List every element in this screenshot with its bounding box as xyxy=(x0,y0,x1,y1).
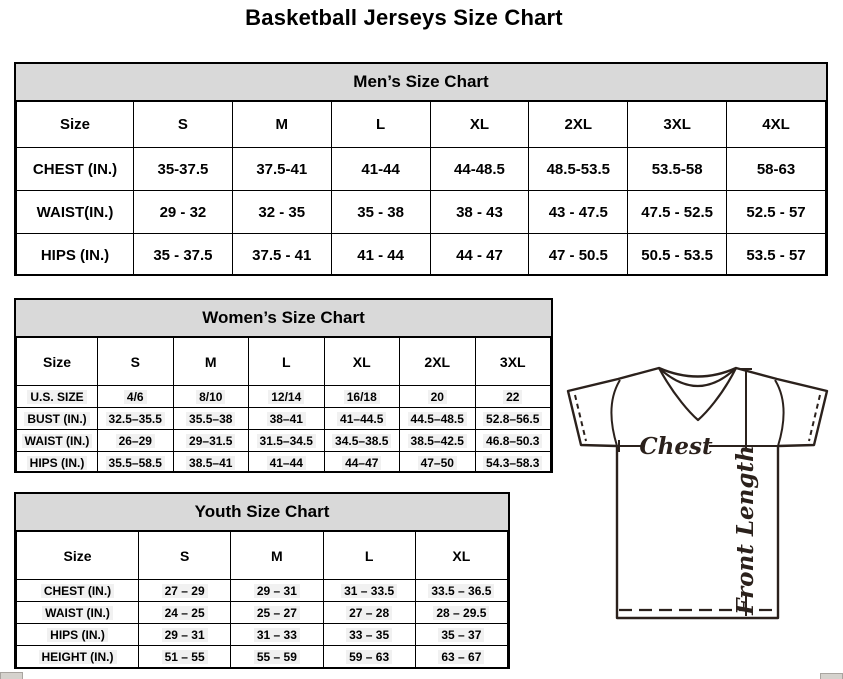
cell-text: WAIST (IN.) xyxy=(22,434,93,448)
cell-text: 35.5–38 xyxy=(186,412,235,426)
cell-text: Size xyxy=(59,116,90,133)
cell-text: 59 – 63 xyxy=(346,650,392,664)
cell-text: L xyxy=(376,116,386,133)
cell-text: 8/10 xyxy=(196,390,225,404)
womens-value-cell xyxy=(98,452,174,474)
cell-text: Size xyxy=(63,547,92,564)
cell-text: 35.5–58.5 xyxy=(106,456,165,470)
cell-text: 48.5-53.5 xyxy=(546,160,610,178)
cell-text: 32 - 35 xyxy=(258,203,306,221)
mens-data-row xyxy=(17,148,826,191)
womens-data-row xyxy=(17,386,551,408)
mens-value-cell xyxy=(529,191,628,234)
cell-text: M xyxy=(275,116,289,133)
womens-value-cell xyxy=(173,408,249,430)
cell-text: 37.5 - 41 xyxy=(252,246,312,264)
youth-row-label xyxy=(17,646,139,668)
cell-text: 41 - 44 xyxy=(357,246,404,264)
womens-column-header xyxy=(400,338,476,386)
youth-data-row xyxy=(17,624,508,646)
cell-text: L xyxy=(364,547,374,564)
mens-value-cell xyxy=(134,191,233,234)
womens-size-chart xyxy=(14,298,553,473)
womens-value-cell xyxy=(249,408,325,430)
cell-text: 51 – 55 xyxy=(162,650,208,664)
cell-text: 47.5 - 52.5 xyxy=(641,203,713,221)
womens-value-cell xyxy=(173,452,249,474)
cell-text: 20 xyxy=(428,390,447,404)
cell-text: 44-48.5 xyxy=(454,160,505,178)
youth-row-label xyxy=(17,580,139,602)
womens-size-row xyxy=(17,338,551,386)
womens-value-cell xyxy=(475,452,551,474)
cell-text: 38.5–42.5 xyxy=(408,434,467,448)
youth-column-header xyxy=(323,532,415,580)
cell-text: 38.5–41 xyxy=(186,456,235,470)
mens-value-cell xyxy=(430,234,529,277)
womens-data-row xyxy=(17,452,551,474)
mens-column-header xyxy=(529,102,628,148)
mens-value-cell xyxy=(232,234,331,277)
mens-value-cell xyxy=(529,234,628,277)
mens-data-row xyxy=(17,191,826,234)
cell-text: 26–29 xyxy=(116,434,155,448)
womens-value-cell xyxy=(324,408,400,430)
youth-column-header xyxy=(415,532,507,580)
youth-value-cell xyxy=(231,580,323,602)
womens-value-cell xyxy=(173,430,249,452)
womens-column-header xyxy=(249,338,325,386)
cell-text: S xyxy=(130,353,140,370)
cell-text: 34.5–38.5 xyxy=(332,434,391,448)
mens-value-cell xyxy=(628,148,727,191)
youth-data-row xyxy=(17,580,508,602)
womens-size-corner-label xyxy=(17,338,98,386)
cell-text: 53.5 - 57 xyxy=(746,246,806,264)
cell-text: WAIST (IN.) xyxy=(42,606,113,620)
cell-text: 47–50 xyxy=(418,456,457,470)
womens-value-cell xyxy=(98,430,174,452)
cell-text: 29 - 32 xyxy=(159,203,207,221)
mens-value-cell xyxy=(331,191,430,234)
youth-size-chart xyxy=(14,492,510,669)
cell-text: 29 – 31 xyxy=(254,584,300,598)
womens-size-table xyxy=(16,337,551,473)
mens-value-cell xyxy=(232,148,331,191)
youth-value-cell xyxy=(231,624,323,646)
womens-value-cell xyxy=(400,408,476,430)
jersey-diagram-svg xyxy=(556,358,840,624)
mens-value-cell xyxy=(430,191,529,234)
womens-value-cell xyxy=(475,430,551,452)
cell-text: 4/6 xyxy=(124,390,147,404)
youth-value-cell xyxy=(231,602,323,624)
cell-text: XL xyxy=(452,547,471,564)
womens-value-cell xyxy=(324,430,400,452)
cell-text: 46.8–50.3 xyxy=(483,434,542,448)
womens-row-label xyxy=(17,452,98,474)
youth-value-cell xyxy=(415,602,507,624)
cell-text: 12/14 xyxy=(268,390,304,404)
mens-value-cell xyxy=(727,234,826,277)
cell-text: 41–44 xyxy=(267,456,306,470)
womens-row-label xyxy=(17,408,98,430)
mens-size-table xyxy=(16,101,826,276)
youth-size-row xyxy=(17,532,508,580)
womens-column-header xyxy=(475,338,551,386)
cell-text: 37.5-41 xyxy=(256,160,308,178)
cell-text: HIPS (IN.) xyxy=(47,628,108,642)
womens-column-header xyxy=(98,338,174,386)
cell-text: XL xyxy=(352,353,371,370)
cell-text: 44–47 xyxy=(342,456,381,470)
youth-column-header xyxy=(231,532,323,580)
mens-value-cell xyxy=(331,234,430,277)
cell-text: 50.5 - 53.5 xyxy=(641,246,713,264)
cell-text: 35 – 37 xyxy=(438,628,484,642)
youth-chart-title: Youth Size Chart xyxy=(16,494,508,531)
cell-text: 43 - 47.5 xyxy=(548,203,608,221)
cell-text: CHEST (IN.) xyxy=(41,584,114,598)
mens-value-cell xyxy=(232,191,331,234)
mens-data-row xyxy=(17,234,826,277)
womens-chart-title: Women’s Size Chart xyxy=(16,300,551,337)
mens-value-cell xyxy=(430,148,529,191)
cell-text: 44.5–48.5 xyxy=(408,412,467,426)
womens-data-row xyxy=(17,408,551,430)
cell-text: 35 - 37.5 xyxy=(153,246,213,264)
youth-row-label xyxy=(17,602,139,624)
mens-value-cell xyxy=(134,234,233,277)
mens-value-cell xyxy=(134,148,233,191)
youth-value-cell xyxy=(323,624,415,646)
cell-text: 35-37.5 xyxy=(157,160,209,178)
cell-text: 27 – 29 xyxy=(162,584,208,598)
womens-value-cell xyxy=(249,452,325,474)
mens-row-label xyxy=(17,148,134,191)
cell-text: L xyxy=(281,353,291,370)
cell-text: 28 – 29.5 xyxy=(433,606,489,620)
womens-value-cell xyxy=(475,408,551,430)
youth-value-cell xyxy=(323,646,415,668)
womens-data-row xyxy=(17,430,551,452)
mens-value-cell xyxy=(727,191,826,234)
womens-column-header xyxy=(324,338,400,386)
cell-text: 54.3–58.3 xyxy=(483,456,542,470)
mens-size-corner-label xyxy=(17,102,134,148)
cell-text: 31 – 33 xyxy=(254,628,300,642)
mens-value-cell xyxy=(727,148,826,191)
youth-size-corner-label xyxy=(17,532,139,580)
mens-value-cell xyxy=(331,148,430,191)
mens-column-header xyxy=(232,102,331,148)
front-length-label: Front Length xyxy=(732,445,759,615)
cell-text: 38 - 43 xyxy=(456,203,503,221)
jersey-measurement-diagram xyxy=(556,358,840,624)
womens-column-header xyxy=(173,338,249,386)
cell-text: 22 xyxy=(503,390,522,404)
scrollbar-button-right-fragment[interactable] xyxy=(820,673,843,679)
mens-column-header xyxy=(331,102,430,148)
youth-value-cell xyxy=(415,580,507,602)
cell-text: 53.5-58 xyxy=(651,160,703,178)
womens-row-label xyxy=(17,430,98,452)
cell-text: 41-44 xyxy=(361,160,400,178)
youth-value-cell xyxy=(139,624,231,646)
cell-text: 38–41 xyxy=(267,412,306,426)
cell-text: 31.5–34.5 xyxy=(257,434,316,448)
mens-row-label xyxy=(17,191,134,234)
cell-text: 24 – 25 xyxy=(162,606,208,620)
mens-size-row xyxy=(17,102,826,148)
cell-text: M xyxy=(271,547,283,564)
womens-value-cell xyxy=(98,386,174,408)
womens-value-cell xyxy=(400,430,476,452)
cell-text: 29 – 31 xyxy=(162,628,208,642)
cell-text: 33.5 – 36.5 xyxy=(428,584,494,598)
cell-text: M xyxy=(204,353,217,370)
mens-size-chart xyxy=(14,62,828,276)
mens-row-label xyxy=(17,234,134,277)
scrollbar-button-left-fragment[interactable] xyxy=(0,672,23,679)
cell-text: S xyxy=(179,547,190,564)
cell-text: 58-63 xyxy=(756,160,796,178)
mens-column-header xyxy=(430,102,529,148)
cell-text: 47 - 50.5 xyxy=(548,246,608,264)
cell-text: CHEST (IN.) xyxy=(32,160,118,178)
cell-text: 32.5–35.5 xyxy=(106,412,165,426)
cell-text: 35 - 38 xyxy=(357,203,404,221)
womens-value-cell xyxy=(249,430,325,452)
cell-text: 33 – 35 xyxy=(346,628,392,642)
jersey-outline xyxy=(568,368,827,618)
womens-value-cell xyxy=(400,452,476,474)
cell-text: 63 – 67 xyxy=(438,650,484,664)
cell-text: HIPS (IN.) xyxy=(40,246,110,264)
cell-text: 3XL xyxy=(499,353,526,370)
cell-text: 52.8–56.5 xyxy=(483,412,542,426)
womens-value-cell xyxy=(249,386,325,408)
cell-text: 3XL xyxy=(663,116,691,133)
cell-text: 41–44.5 xyxy=(337,412,386,426)
youth-value-cell xyxy=(139,602,231,624)
cell-text: Size xyxy=(42,353,71,370)
cell-text: 2XL xyxy=(424,353,451,370)
cell-text: HEIGHT (IN.) xyxy=(39,650,117,664)
cell-text: 2XL xyxy=(564,116,593,133)
womens-value-cell xyxy=(98,408,174,430)
cell-text: 29–31.5 xyxy=(186,434,235,448)
youth-data-row xyxy=(17,646,508,668)
womens-value-cell xyxy=(400,386,476,408)
cell-text: S xyxy=(177,116,188,133)
cell-text: 27 – 28 xyxy=(346,606,392,620)
cell-text: 44 - 47 xyxy=(456,246,503,264)
mens-column-header xyxy=(628,102,727,148)
cell-text: WAIST(IN.) xyxy=(36,203,114,221)
cell-text: 16/18 xyxy=(344,390,380,404)
mens-value-cell xyxy=(529,148,628,191)
cell-text: 25 – 27 xyxy=(254,606,300,620)
womens-row-label xyxy=(17,386,98,408)
youth-data-row xyxy=(17,602,508,624)
cell-text: 55 – 59 xyxy=(254,650,300,664)
chest-label: Chest xyxy=(639,433,713,460)
mens-column-header xyxy=(727,102,826,148)
mens-chart-title: Men’s Size Chart xyxy=(16,64,826,101)
page-title: Basketball Jerseys Size Chart xyxy=(245,5,563,30)
mens-column-header xyxy=(134,102,233,148)
cell-text: XL xyxy=(469,116,490,133)
youth-size-table xyxy=(16,531,508,668)
womens-value-cell xyxy=(324,386,400,408)
cell-text: 4XL xyxy=(762,116,790,133)
youth-value-cell xyxy=(231,646,323,668)
youth-value-cell xyxy=(323,580,415,602)
cell-text: 31 – 33.5 xyxy=(341,584,397,598)
youth-value-cell xyxy=(139,580,231,602)
youth-value-cell xyxy=(323,602,415,624)
youth-column-header xyxy=(139,532,231,580)
womens-value-cell xyxy=(173,386,249,408)
cell-text: HIPS (IN.) xyxy=(27,456,88,470)
youth-value-cell xyxy=(139,646,231,668)
cell-text: 52.5 - 57 xyxy=(746,203,806,221)
youth-value-cell xyxy=(415,624,507,646)
youth-value-cell xyxy=(415,646,507,668)
mens-value-cell xyxy=(628,191,727,234)
cell-text: BUST (IN.) xyxy=(24,412,89,426)
womens-value-cell xyxy=(475,386,551,408)
mens-value-cell xyxy=(628,234,727,277)
youth-row-label xyxy=(17,624,139,646)
cell-text: U.S. SIZE xyxy=(27,390,86,404)
womens-value-cell xyxy=(324,452,400,474)
